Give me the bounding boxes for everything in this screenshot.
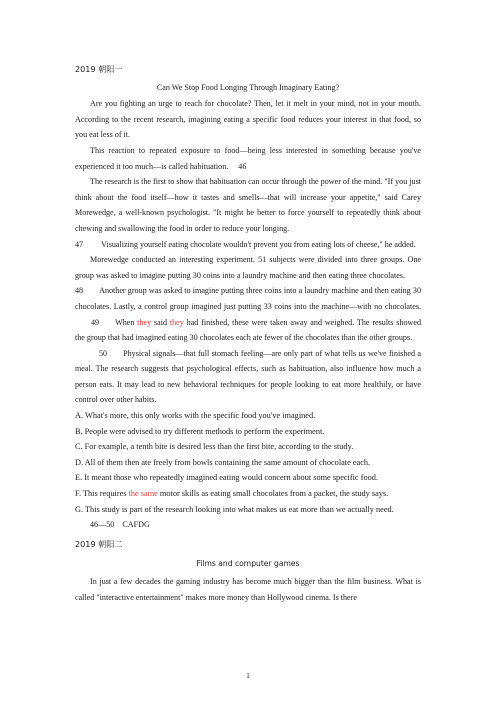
paragraph-text: This reaction to repeated exposure to food—being less interested in something because you've experienced it too much—is called habituation. (75, 145, 421, 171)
paragraph-text: Physical signals—that full stomach feeling—are only part of what tells us we've finished a meal. The research suggests that psychological effects, such as habituation, also influence how much a person eats. It may lead to new behavioral techniques for people looking to eat more healthily, or have control over other habits. (75, 348, 421, 405)
paragraph-text: When (115, 317, 135, 327)
paragraph (75, 143, 421, 174)
page-number: 1 (246, 671, 250, 680)
paragraph-text: had finished, these were taken away and weighed. The results showed the group that had imagined eating 30 chocolates each ate fewer of the chocolates than the other groups. (75, 317, 422, 343)
paragraph (75, 252, 421, 346)
section-label: 2019 朝阳一 (75, 64, 123, 74)
highlighted-word: they (169, 317, 184, 327)
highlighted-word: they (137, 317, 152, 327)
option-f (75, 486, 421, 502)
passage-title: Films and computer games (196, 559, 300, 569)
option-c: C. For example, a tenth bite is desired less than the first bite, according to the study. (75, 442, 354, 452)
paragraph-text: Visualizing yourself eating chocolate wouldn't prevent you from eating lots of cheese," he added. (101, 239, 416, 249)
paragraph: In just a few decades the gaming industry has become much bigger than the film business. What is called "interactive entertainment" makes more money than Hollywood cinema. Is there (75, 577, 421, 602)
answer-key: 46—50 CAFDG (90, 520, 150, 530)
paragraph-text: Another group was asked to imagine putting three coins into a laundry machine and then eating 30 chocolates. Lastly, a control group imagined just putting 33 coins into the machine—with no chocolates. (75, 286, 421, 311)
document-content (75, 62, 421, 605)
option-a: A. What's more, this only works with the specific food you've imagined. (75, 411, 316, 421)
option-g: G. This study is part of the research looking into what makes us eat more than we actually need. (75, 504, 394, 514)
blank-47: 47 (75, 239, 84, 249)
paragraph-text: said (154, 317, 168, 327)
passage-title: Can We Stop Food Longing Through Imaginary Eating? (156, 82, 340, 92)
option-b: B. People were advised to try different methods to perform the experiment. (75, 426, 325, 436)
paragraph: Are you fighting an urge to reach for chocolate? Then, let it melt in your mind, not in your mouth. According to the recent research, imagining eating a specific food reduces your interest in that food, so you eat less of it. (75, 99, 421, 140)
paragraph-text: The research is the first to show that habituation can occur through the power of the mind. "If you just think about the food itself—how it tastes and smells—that will increase your appetite," said Carey Morewedge, a well-known psychologist. "It might be better to force yourself to repeatedly think about chewing and swallowing the food in order to reduce your longing. (75, 177, 421, 233)
blank-49: 49 (91, 317, 100, 327)
blank-46: 46 (238, 161, 247, 171)
paragraph-text: Morewedge conducted an interesting experiment. 51 subjects were divided into three groups. One group was asked to imagine putting 30 coins into a laundry machine and then eating three chocolates. (75, 255, 421, 280)
paragraph (75, 174, 421, 252)
section-label: 2019 朝阳二 (75, 538, 123, 549)
option-text: F. This requires (75, 489, 127, 499)
highlighted-phrase: the same (128, 489, 158, 499)
option-e: E. It meant those who repeatedly imagined eating would concern about some specific food. (75, 473, 378, 483)
paragraph (75, 346, 421, 408)
option-text: motor skills as eating small chocolates from a packet, the study says. (159, 489, 389, 499)
blank-50: 50 (99, 348, 108, 358)
blank-48: 48 (75, 286, 84, 296)
option-d: D. All of them then ate freely from bowls containing the same amount of chocolate each. (75, 457, 371, 467)
